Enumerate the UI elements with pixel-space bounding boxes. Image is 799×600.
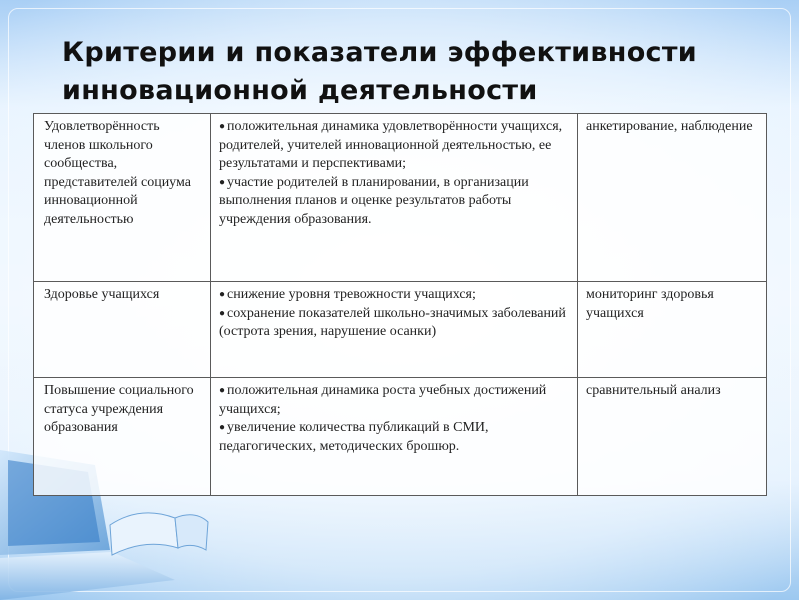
indicator-text: увеличение количества публикаций в СМИ, педагогических, методических брошюр. bbox=[219, 420, 489, 454]
slide-title bbox=[62, 34, 762, 110]
criterion-cell: Повышение социального статуса учреждения образования bbox=[34, 378, 211, 496]
method-cell: мониторинг здоровья учащихся bbox=[578, 282, 767, 378]
criterion-cell: Здоровье учащихся bbox=[34, 282, 211, 378]
indicator-item bbox=[219, 305, 571, 342]
table-row bbox=[34, 378, 767, 496]
criteria-table bbox=[33, 113, 767, 496]
bullet-icon: ● bbox=[219, 289, 226, 300]
indicator-text: сохранение показателей школьно-значимых заболеваний (острота зрения, нарушение осанки) bbox=[219, 305, 566, 339]
indicator-text: положительная динамика роста учебных достижений учащихся; bbox=[219, 383, 547, 417]
indicator-text: положительная динамика удовлетворённости учащихся, родителей, учителей инновационной деятельностью, ее результатами и перспективами; bbox=[219, 119, 563, 171]
indicator-item bbox=[219, 419, 571, 456]
bullet-icon: ● bbox=[219, 385, 226, 396]
method-cell: анкетирование, наблюдение bbox=[578, 114, 767, 282]
book-icon bbox=[110, 513, 208, 555]
indicator-item bbox=[219, 174, 571, 230]
criteria-table-container bbox=[33, 113, 767, 495]
indicators-cell bbox=[211, 378, 578, 496]
indicator-item bbox=[219, 382, 571, 419]
bullet-icon: ● bbox=[219, 307, 226, 319]
bullet-icon: ● bbox=[219, 422, 226, 433]
title-line-1: Критерии и показатели эффективности bbox=[62, 37, 698, 68]
bullet-icon: ● bbox=[219, 176, 226, 188]
indicators-cell bbox=[211, 114, 578, 282]
title-line-2: инновационной деятельности bbox=[62, 75, 538, 106]
indicator-item bbox=[219, 286, 571, 305]
bullet-icon: ● bbox=[219, 121, 226, 132]
indicator-text: участие родителей в планировании, в организации выполнения планов и оценке результатов работы учреждения образования. bbox=[219, 174, 529, 227]
indicator-item bbox=[219, 118, 571, 174]
table-row bbox=[34, 282, 767, 378]
method-cell: сравнительный анализ bbox=[578, 378, 767, 496]
table-row bbox=[34, 114, 767, 282]
criterion-cell: Удовлетворённость членов школьного сообщества, представителей социума инновационной деятельностью bbox=[34, 114, 211, 282]
indicator-text: снижение уровня тревожности учащихся; bbox=[227, 287, 476, 302]
indicators-cell bbox=[211, 282, 578, 378]
